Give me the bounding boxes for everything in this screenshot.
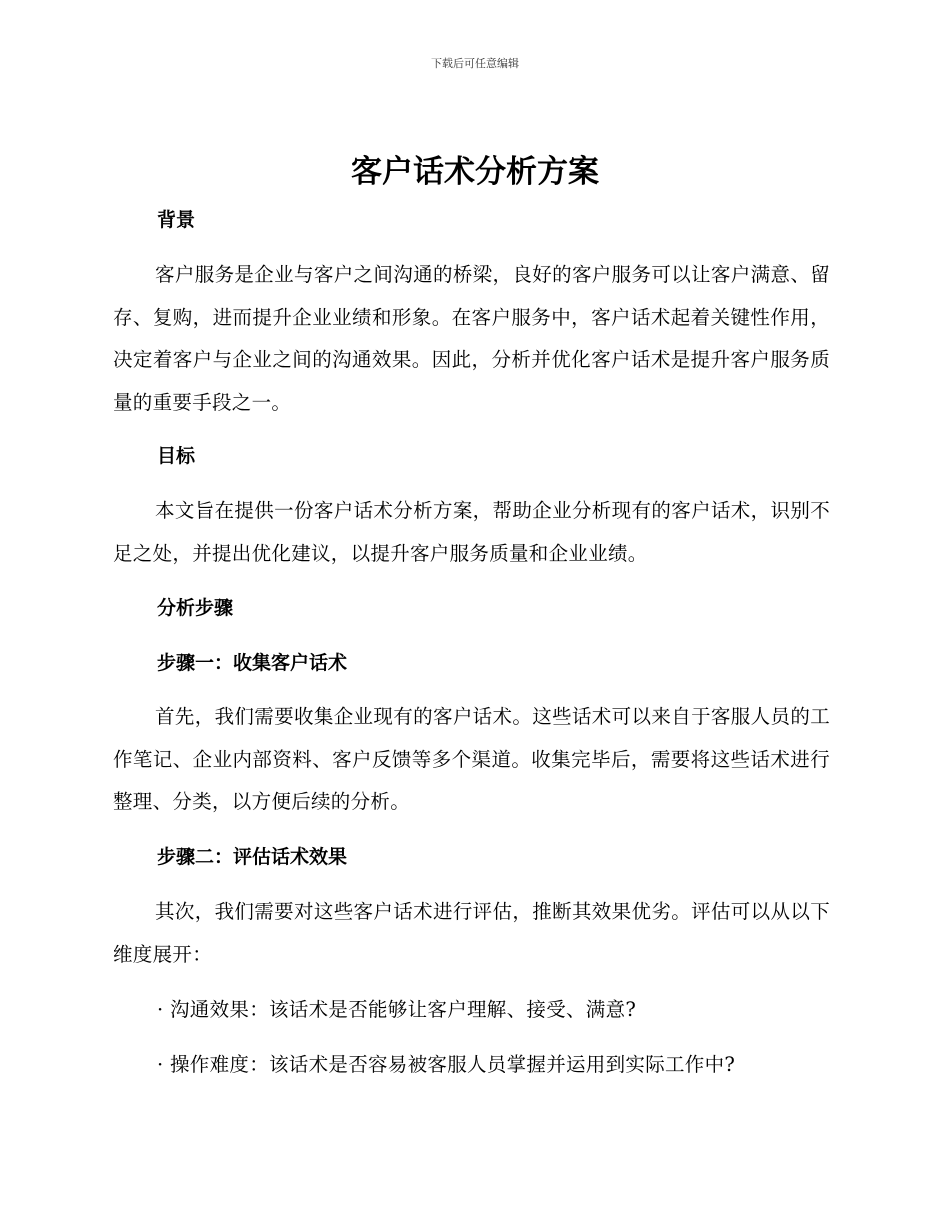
heading-analysis-steps: 分析步骤	[157, 597, 234, 619]
heading-step-two: 步骤二：评估话术效果	[157, 846, 348, 868]
heading-step-one: 步骤一：收集客户话术	[157, 652, 348, 674]
heading-goal: 目标	[157, 445, 196, 467]
paragraph-step-two: 其次，我们需要对这些客户话术进行评估，推断其效果优劣。评估可以从以下维度展开：	[113, 900, 830, 966]
paragraph-goal: 本文旨在提供一份客户话术分析方案，帮助企业分析现有的客户话术，识别不足之处，并提出优化建议，以提升客户服务质量和企业业绩。	[113, 499, 830, 565]
bullet-communication-effect: · 沟通效果：该话术是否能够让客户理解、接受、满意?	[157, 998, 637, 1021]
document-title: 客户话术分析方案	[351, 154, 599, 190]
heading-background: 背景	[157, 209, 196, 231]
paragraph-step-one: 首先，我们需要收集企业现有的客户话术。这些话术可以来自于客服人员的工作笔记、企业内部资料、客户反馈等多个渠道。收集完毕后，需要将这些话术进行整理、分类，以方便后续的分析。	[113, 705, 830, 813]
header-note: 下载后可任意编辑	[431, 57, 519, 70]
paragraph-background: 客户服务是企业与客户之间沟通的桥梁，良好的客户服务可以让客户满意、留存、复购，进而提升企业业绩和形象。在客户服务中，客户话术起着关键性作用，决定着客户与企业之间的沟通效果。因此，分析并优化客户话术是提升客户服务质量的重要手段之一。	[113, 263, 830, 414]
bullet-operation-difficulty: · 操作难度：该话术是否容易被客服人员掌握并运用到实际工作中?	[157, 1053, 736, 1076]
